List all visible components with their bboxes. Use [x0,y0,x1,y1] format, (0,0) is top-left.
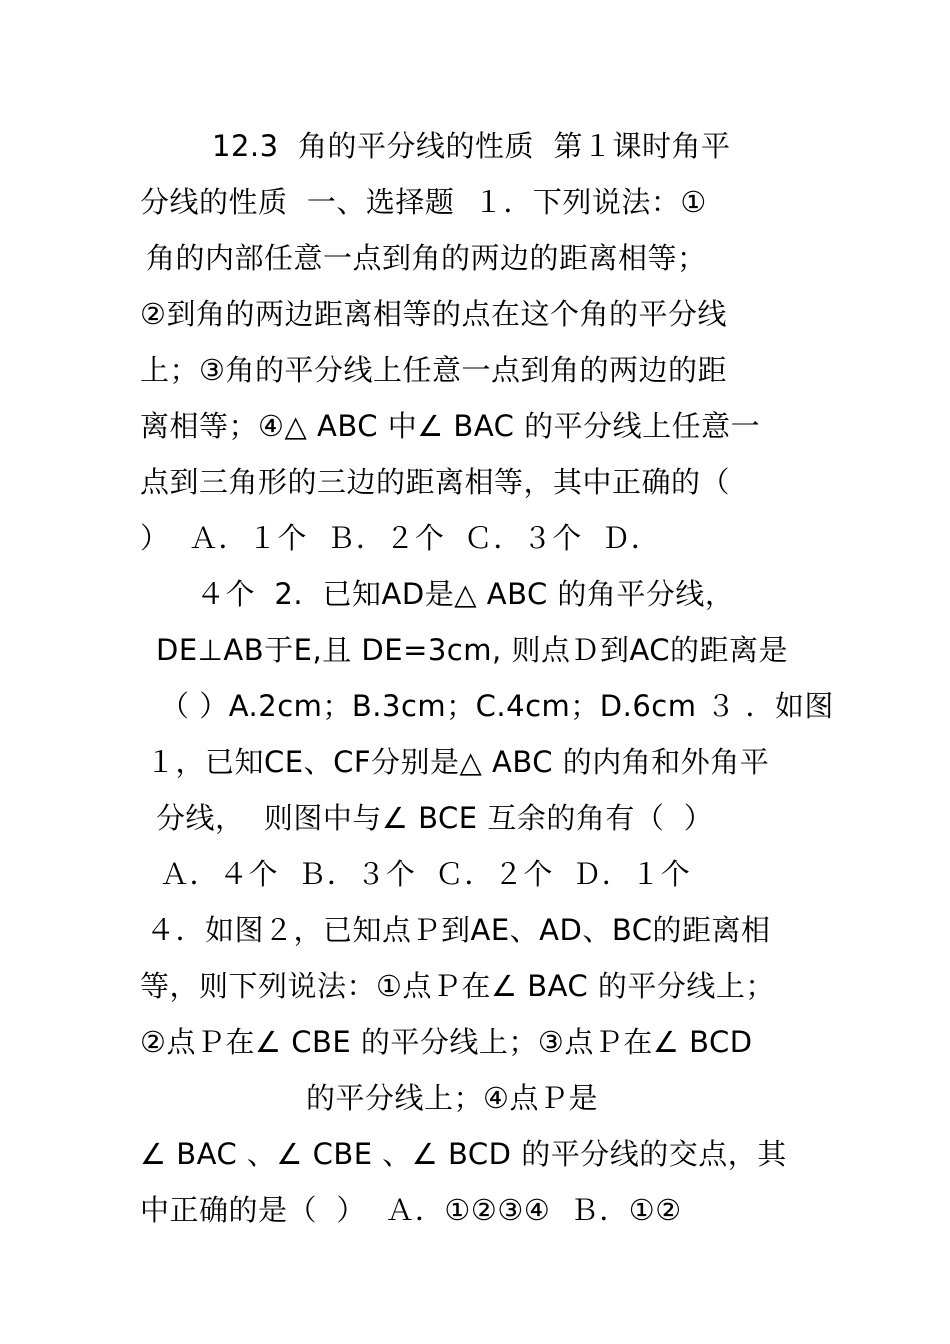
text-line-10: DE⊥AB于E,且 DE=3cm, 则点Ｄ到AC的距离是 [156,633,789,667]
text-line-11: （ ）A.2cm；B.3cm；C.4cm；D.6cm ３ ．如图 [160,689,834,723]
text-line-8: ） Ａ．１个 Ｂ．２个 Ｃ．３个 Ｄ． [140,521,661,555]
text-line-12: １，已知CE、CF分别是△ ABC 的内角和外角平 [146,745,770,779]
text-line-6: 离相等；④△ ABC 中∠ BAC 的平分线上任意一 [140,409,761,443]
text-line-19: ∠ BAC 、∠ CBE 、∠ BCD 的平分线的交点，其 [140,1137,787,1171]
text-line-1: 12.3 角的平分线的性质 第１课时角平 [212,129,731,163]
text-line-7: 点到三角形的三边的距离相等，其中正确的（ [140,465,731,499]
text-line-13: 分线， 则图中与∠ BCE 互余的角有（ ） [156,801,714,835]
text-line-15: ４．如图２，已知点Ｐ到AE、AD、BC的距离相 [146,913,771,947]
text-line-5: 上；③角的平分线上任意一点到角的两边的距 [140,353,727,387]
text-line-9: ４个 2. 已知AD是△ ABC 的角平分线， [196,577,735,611]
text-line-17: ②点Ｐ在∠ CBE 的平分线上；③点Ｐ在∠ BCD [140,1025,753,1059]
text-line-18: 的平分线上；④点Ｐ是 [306,1081,598,1115]
text-line-3: 角的内部任意一点到角的两边的距离相等； [146,241,707,275]
text-line-20: 中正确的是（ ） Ａ．①②③④ Ｂ．①② [140,1193,682,1227]
text-line-14: Ａ．４个 Ｂ．３个 Ｃ．２个 Ｄ．１个 [160,857,691,891]
text-line-4: ②到角的两边距离相等的点在这个角的平分线 [140,297,727,331]
text-line-2: 分线的性质 一、选择题 １．下列说法：① [140,185,707,219]
text-line-16: 等，则下列说法：①点Ｐ在∠ BAC 的平分线上； [140,969,775,1003]
